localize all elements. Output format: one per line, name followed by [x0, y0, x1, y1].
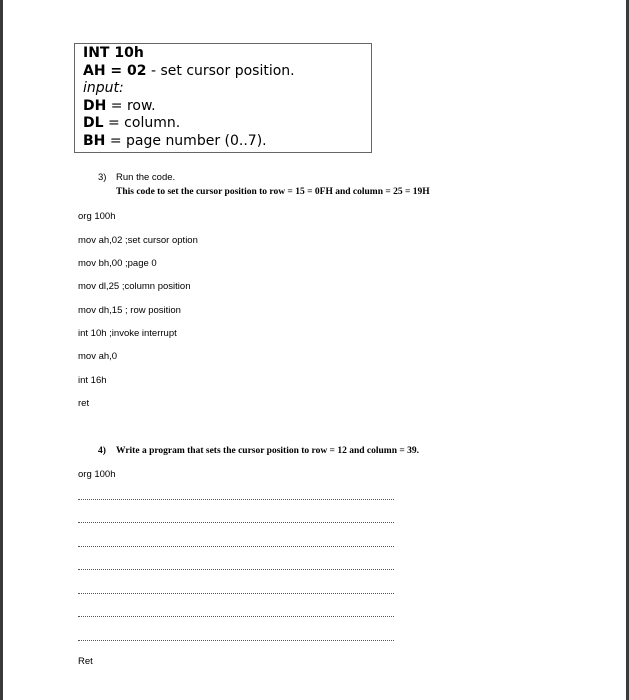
code-line: mov ah,02 ;set cursor option [78, 235, 198, 246]
step3-title: Run the code. [116, 172, 176, 183]
code-line: int 16h [78, 375, 107, 386]
step4-number: 4) [98, 446, 106, 456]
code-line: ret [78, 398, 90, 409]
answer-start-line: org 100h [78, 469, 116, 480]
step3-heading [98, 172, 175, 183]
info-line-dh: DH = row. [83, 97, 156, 114]
answer-blank-line [78, 522, 394, 523]
step3-number: 3) [98, 172, 107, 183]
answer-blank-line [78, 569, 394, 570]
answer-blank-line [78, 546, 394, 547]
interrupt-info-box [74, 43, 372, 153]
page-edge-left [0, 0, 3, 700]
code-line: mov ah,0 [78, 351, 118, 362]
info-line-dl: DL = column. [83, 115, 181, 132]
code-line: mov dh,15 ; row position [78, 305, 181, 316]
step4-title: Write a program that sets the cursor position to row = 12 and column = 39. [116, 446, 420, 456]
step3-description: This code to set the cursor position to row = 15 = 0FH and column = 25 = 19H [116, 187, 430, 197]
info-line-ah: AH = 02 - set cursor position. [83, 62, 295, 79]
code-line: mov bh,00 ;page 0 [78, 258, 157, 269]
answer-blank-line [78, 640, 394, 641]
step4-heading [98, 446, 419, 456]
answer-end-line: Ret [78, 656, 93, 667]
code-line: org 100h [78, 211, 116, 222]
info-line-int: INT 10h [83, 45, 144, 61]
code-line: int 10h ;invoke interrupt [78, 328, 177, 339]
answer-blank-line [78, 593, 394, 594]
info-line-bh: BH = page number (0..7). [83, 132, 267, 149]
code-line: mov dl,25 ;column position [78, 281, 191, 292]
info-line-input: input: [83, 80, 124, 97]
answer-blank-line [78, 616, 394, 617]
answer-blank-line [78, 499, 394, 500]
